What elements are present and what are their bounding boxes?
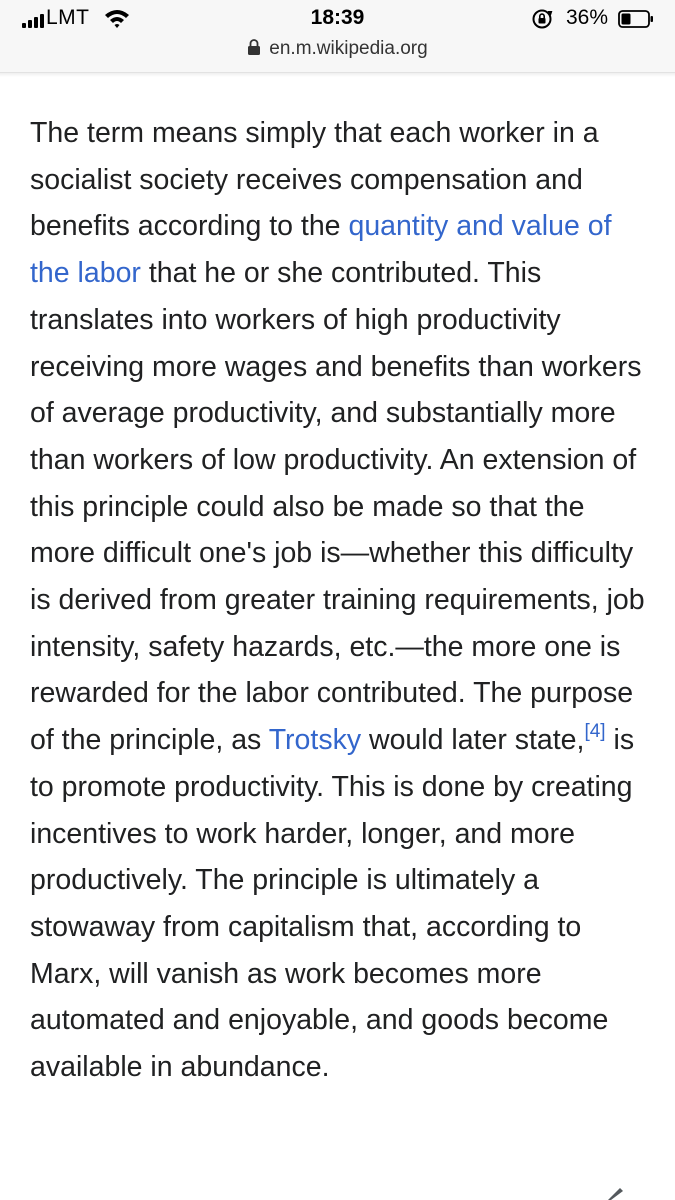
paragraph-text: is to promote productivity. This is done by creating incentives to work harder, longer, and more productively. The principle is ultimately a stowaway from capitalism that, according to Marx, will vanish as work becomes more automated and enjoyable, and goods become available in abundance. bbox=[30, 724, 635, 1084]
status-bar bbox=[0, 0, 675, 38]
paragraph-text: that he or she contributed. This translates into workers of high productivity receiving more wages and benefits than workers of average productivity, and substantially more than workers of low productivity. An extension of this principle could also be made so that the more difficult one's job is—whether this difficulty is derived from greater training requirements, job intensity, safety hazards, etc.—the more one is rewarded for the labor contributed. The purpose of the principle, as bbox=[30, 257, 645, 757]
padlock-icon bbox=[247, 39, 261, 55]
paragraph-text: would later state, bbox=[361, 724, 585, 757]
link-trotsky[interactable]: Trotsky bbox=[268, 724, 362, 757]
edit-pencil-icon[interactable] bbox=[594, 1186, 624, 1200]
status-time: 18:39 bbox=[310, 6, 365, 29]
next-section-heading bbox=[30, 1183, 590, 1200]
battery-icon bbox=[618, 10, 654, 28]
content-top-shadow bbox=[0, 73, 675, 77]
url-bar[interactable] bbox=[0, 38, 675, 66]
battery-percent: 36% bbox=[566, 6, 609, 29]
carrier-name: LMT bbox=[46, 6, 90, 29]
article-paragraph bbox=[30, 110, 650, 1091]
url-text: en.m.wikipedia.org bbox=[269, 38, 428, 59]
article-body bbox=[30, 110, 650, 1091]
paragraph-text: The term means simply that each worker in a socialist society receives compensation and benefits according to the bbox=[30, 117, 599, 243]
browser-chrome bbox=[0, 0, 675, 73]
citation-link[interactable]: [4] bbox=[584, 721, 606, 743]
link-quantity-and-value-of-the-labor[interactable]: quantity and value of the labor bbox=[30, 210, 612, 290]
orientation-lock-icon bbox=[531, 8, 553, 30]
